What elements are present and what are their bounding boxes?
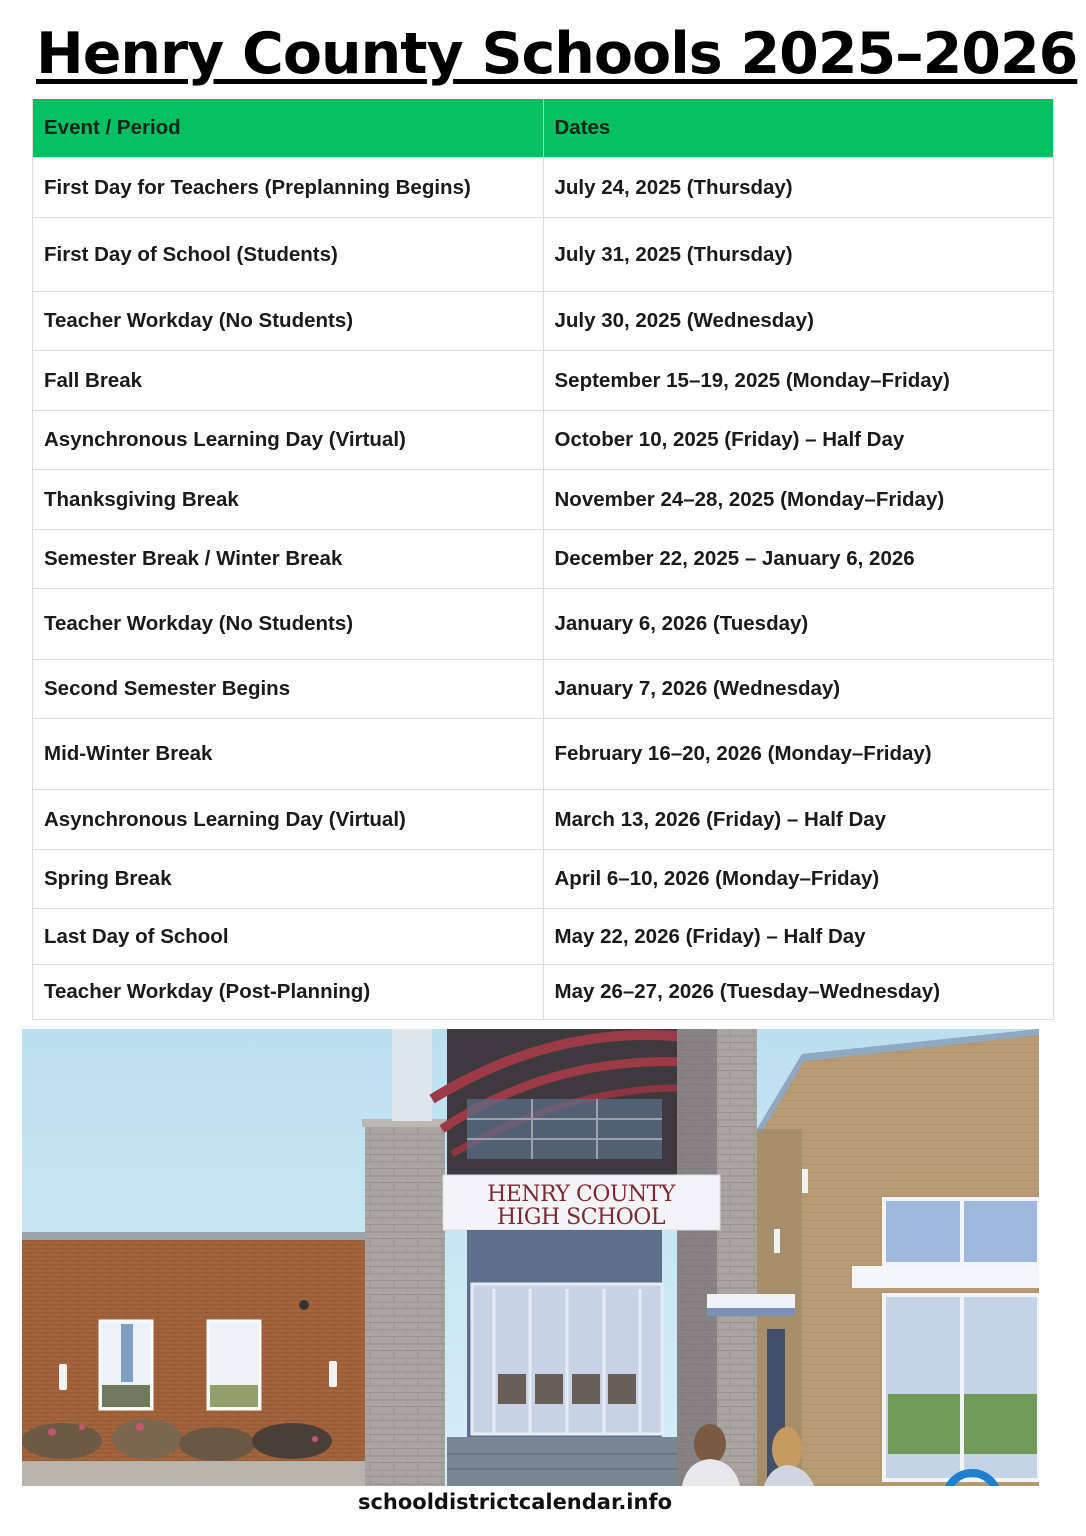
stone-pillar: [365, 1124, 445, 1486]
table-row: [33, 291, 1053, 350]
table-row: [33, 718, 1053, 789]
dates-cell: July 30, 2025 (Wednesday): [554, 309, 814, 332]
table-row: [33, 469, 1053, 529]
table-row: [33, 908, 1053, 964]
table-row: [33, 350, 1053, 410]
table-row: [33, 588, 1053, 659]
dates-cell: November 24–28, 2025 (Monday–Friday): [554, 487, 945, 511]
website-credit: schooldistrictcalendar.info: [357, 1490, 673, 1514]
header-event-period: Event / Period: [33, 99, 544, 157]
dates-cell: September 15–19, 2025 (Monday–Friday): [554, 368, 950, 392]
event-cell: Teacher Workday (No Students): [33, 292, 544, 350]
dates-cell: July 24, 2025 (Thursday): [554, 175, 793, 199]
event-cell: Asynchronous Learning Day (Virtual): [33, 411, 544, 469]
event-cell: Teacher Workday (No Students): [33, 589, 544, 659]
sign-line-2: HIGH SCHOOL: [497, 1205, 665, 1230]
event-cell: Last Day of School: [33, 909, 544, 964]
dates-cell: January 6, 2026 (Tuesday): [554, 612, 809, 635]
event-cell: Second Semester Begins: [33, 660, 544, 718]
table-row: [33, 659, 1053, 718]
dates-cell: February 16–20, 2026 (Monday–Friday): [554, 742, 932, 765]
event-cell: Mid-Winter Break: [33, 719, 544, 789]
event-cell: Teacher Workday (Post-Planning): [33, 965, 544, 1019]
table-row: [33, 410, 1053, 469]
event-cell: Asynchronous Learning Day (Virtual): [33, 790, 544, 849]
dates-cell: July 31, 2025 (Thursday): [554, 242, 793, 266]
table-row: [33, 964, 1053, 1019]
table-row: [33, 849, 1053, 908]
event-cell: First Day of School (Students): [33, 218, 544, 291]
event-cell: Spring Break: [33, 850, 544, 908]
header-dates: Dates: [554, 116, 611, 139]
event-cell: Semester Break / Winter Break: [33, 530, 544, 588]
event-cell: First Day for Teachers (Preplanning Begins): [33, 158, 544, 217]
dates-cell: May 26–27, 2026 (Tuesday–Wednesday): [554, 980, 941, 1003]
school-building-photo: [22, 1029, 1039, 1486]
dates-cell: March 13, 2026 (Friday) – Half Day: [554, 807, 887, 831]
table-header-row: [33, 99, 1053, 157]
school-building-illustration: [22, 1029, 1039, 1486]
dates-cell: October 10, 2025 (Friday) – Half Day: [554, 428, 905, 451]
page-title: Henry County Schools 2025–2026: [36, 21, 1078, 87]
calendar-table: [32, 99, 1054, 1020]
table-row: [33, 217, 1053, 291]
table-row: [33, 789, 1053, 849]
event-cell: Thanksgiving Break: [33, 470, 544, 529]
sign-line-1: HENRY COUNTY: [487, 1182, 675, 1207]
dates-cell: December 22, 2025 – January 6, 2026: [554, 547, 915, 570]
dates-cell: January 7, 2026 (Wednesday): [554, 677, 841, 700]
event-cell: Fall Break: [33, 351, 544, 410]
dates-cell: May 22, 2026 (Friday) – Half Day: [554, 924, 866, 948]
table-row: [33, 157, 1053, 217]
table-row: [33, 529, 1053, 588]
dates-cell: April 6–10, 2026 (Monday–Friday): [554, 867, 880, 890]
